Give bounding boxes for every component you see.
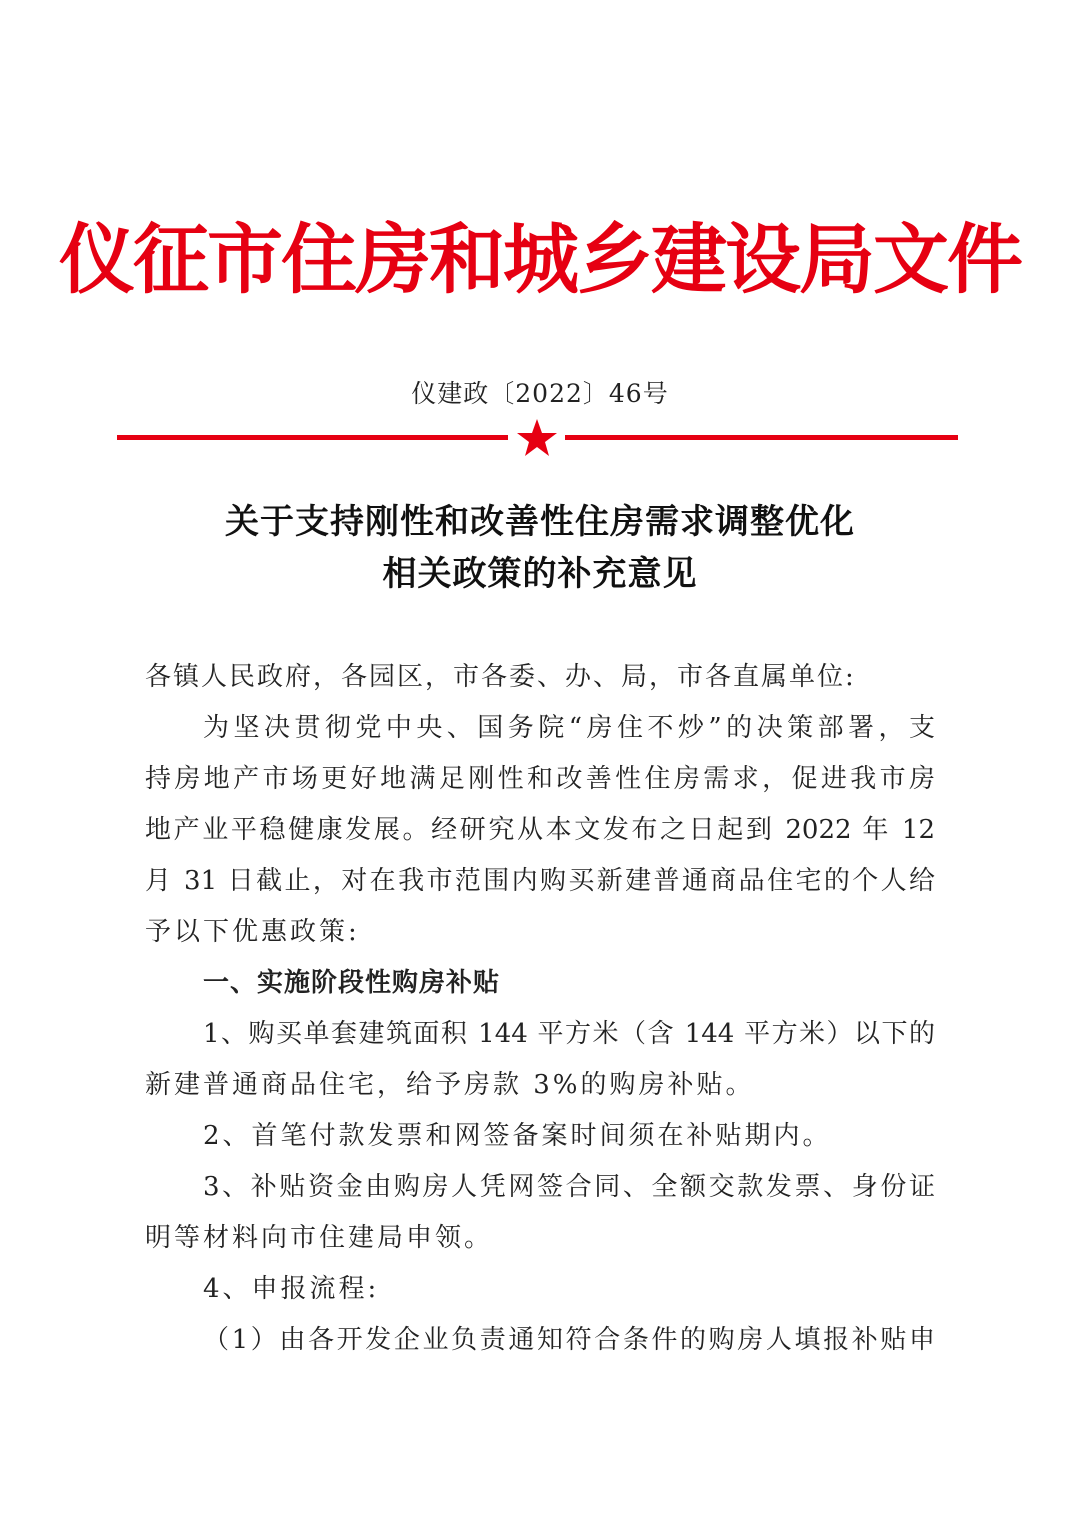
item-2: 2、首笔付款发票和网签备案时间须在补贴期内。 <box>203 1121 832 1151</box>
item-3-line-1: 3、补贴资金由购房人凭网签合同、全额交款发票、身份证 <box>203 1172 935 1202</box>
document-title <box>0 496 1080 600</box>
item-4-sub-1: （1）由各开发企业负责通知符合条件的购房人填报补贴申 <box>203 1325 935 1355</box>
intro-line-1: 为坚决贯彻党中央、国务院“房住不炒”的决策部署，支 <box>203 713 935 743</box>
title-line-1: 关于支持刚性和改善性住房需求调整优化 <box>225 502 855 542</box>
section-heading-1: 一、实施阶段性购房补贴 <box>203 968 501 998</box>
item-1-line-2: 新建普通商品住宅，给予房款 3%的购房补贴。 <box>145 1070 755 1100</box>
document-number: 仪建政〔2022〕46号 <box>411 379 669 408</box>
intro-line-3: 地产业平稳健康发展。经研究从本文发布之日起到 2022 年 12 <box>145 815 935 845</box>
red-divider-left <box>117 435 508 440</box>
red-star-icon <box>515 418 559 458</box>
item-4: 4、申报流程: <box>203 1274 380 1304</box>
title-line-2: 相关政策的补充意见 <box>382 554 698 594</box>
agency-masthead-title: 仪征市住房和城乡建设局文件 <box>59 215 1021 304</box>
intro-line-5: 予以下优惠政策: <box>145 917 360 947</box>
item-3-line-2: 明等材料向市住建局申领。 <box>145 1223 494 1253</box>
intro-line-2: 持房地产市场更好地满足刚性和改善性住房需求，促进我市房 <box>145 764 935 794</box>
red-divider-right <box>565 435 958 440</box>
intro-line-4: 月 31 日截止，对在我市范围内购买新建普通商品住宅的个人给 <box>145 866 935 896</box>
item-1-line-1: 1、购买单套建筑面积 144 平方米（含 144 平方米）以下的 <box>203 1019 935 1049</box>
salutation: 各镇人民政府，各园区，市各委、办、局，市各直属单位: <box>145 662 856 692</box>
